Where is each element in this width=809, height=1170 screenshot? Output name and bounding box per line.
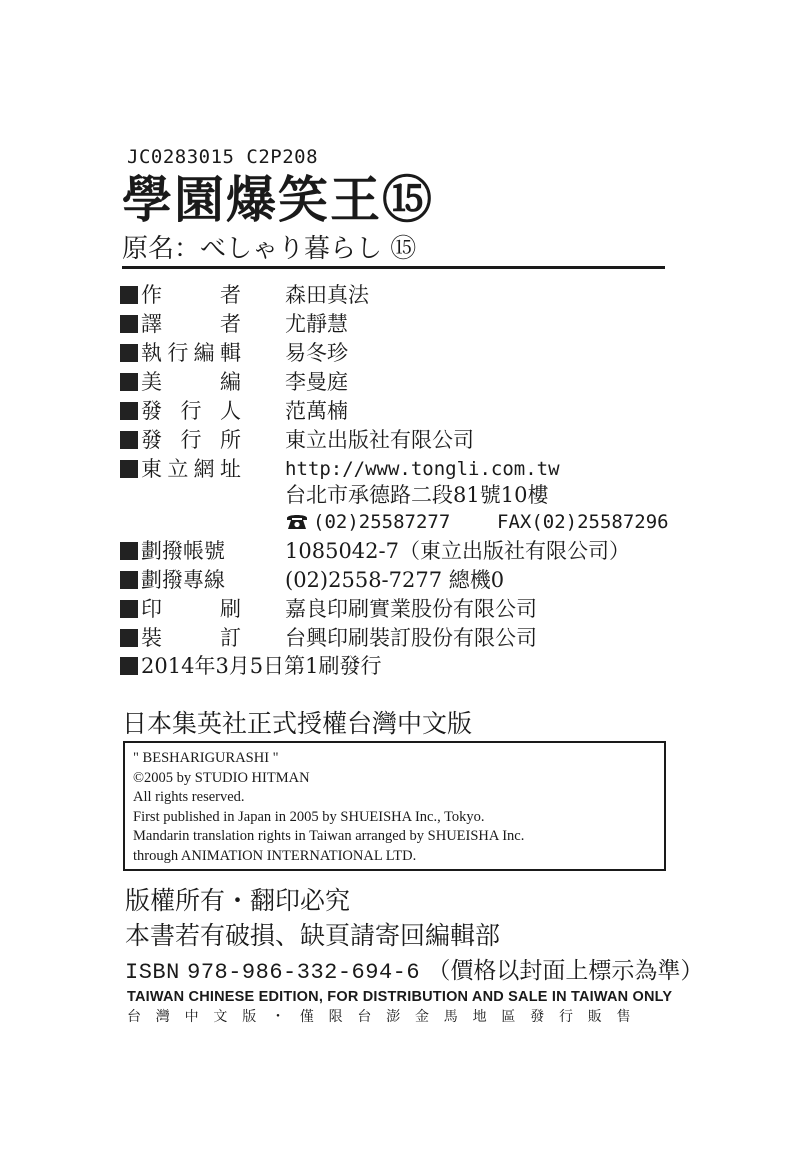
divider-line xyxy=(122,266,665,269)
original-title: 原名：べしゃり暮らし ⑮ xyxy=(122,234,417,264)
black-square-icon xyxy=(120,571,138,589)
credit-row-hotline xyxy=(120,566,505,594)
rights-reserved: 版權所有・翻印必究 xyxy=(125,886,351,915)
black-square-icon xyxy=(120,542,138,560)
credit-value: 台興印刷裝訂股份有限公司 xyxy=(285,626,537,650)
phone-number: (02)25587277 xyxy=(313,511,451,533)
copyright-line: ©2005 by STUDIO HITMAN xyxy=(133,769,310,786)
copyright-line: Mandarin translation rights in Taiwan arranged by SHUEISHA Inc. xyxy=(133,828,525,844)
credit-value: 李曼庭 xyxy=(285,370,348,394)
copyright-line: through ANIMATION INTERNATIONAL LTD. xyxy=(133,847,417,864)
credit-label: 裝 訂 xyxy=(141,626,241,650)
edition-english: TAIWAN CHINESE EDITION, FOR DISTRIBUTION AND SALE IN TAIWAN ONLY xyxy=(127,989,673,1005)
black-square-icon xyxy=(120,315,138,333)
credit-label: 印 刷 xyxy=(141,597,241,621)
black-square-icon xyxy=(120,600,138,618)
book-title: 學園爆笑王⑮ xyxy=(122,170,434,229)
fax-number: FAX(02)25587296 xyxy=(497,511,669,533)
edition-chinese: 台灣中文版・僅限台澎金馬地區發行販售 xyxy=(127,1009,646,1025)
credit-label: 譯 者 xyxy=(141,312,241,336)
black-square-icon xyxy=(120,460,138,478)
isbn-line xyxy=(125,955,703,989)
credit-row-publishing-house xyxy=(120,426,474,454)
credit-row-author xyxy=(120,281,369,309)
address: 台北市承德路二段81號10樓 xyxy=(285,483,549,507)
damage-notice: 本書若有破損、缺頁請寄回編輯部 xyxy=(125,921,501,950)
black-square-icon xyxy=(120,373,138,391)
black-square-icon xyxy=(120,431,138,449)
credit-row-art-editor xyxy=(120,368,348,396)
black-square-icon xyxy=(120,286,138,304)
credit-row-binding xyxy=(120,624,537,652)
copyright-line: First published in Japan in 2005 by SHUEISHA Inc., Tokyo. xyxy=(133,808,485,825)
credit-label: 劃撥專線 xyxy=(141,568,225,592)
credit-label: 發行人 xyxy=(141,399,241,423)
credit-value: 東立出版社有限公司 xyxy=(285,428,474,452)
credit-row-printing xyxy=(120,595,537,623)
credit-label: 劃撥帳號 xyxy=(141,539,225,563)
copyright-box xyxy=(123,741,666,871)
credit-value: 范萬楠 xyxy=(285,399,348,423)
copyright-line: All rights reserved. xyxy=(133,789,245,805)
black-square-icon xyxy=(120,657,138,675)
publish-date-row xyxy=(120,652,382,680)
website-url: http://www.tongli.com.tw xyxy=(285,458,560,480)
credit-row-translator xyxy=(120,310,348,338)
credit-value: 易冬珍 xyxy=(285,341,348,365)
catalog-code: JC0283015 C2P208 xyxy=(127,146,319,168)
credit-value: (02)2558-7277 總機0 xyxy=(285,568,505,592)
credit-row-editor xyxy=(120,339,348,367)
credit-label: 東立網址 xyxy=(141,457,241,481)
credit-row-website xyxy=(120,455,560,483)
black-square-icon xyxy=(120,402,138,420)
credit-label: 美 編 xyxy=(141,370,241,394)
black-square-icon xyxy=(120,629,138,647)
credit-row-publisher xyxy=(120,397,348,425)
isbn-number: 978-986-332-694-6 xyxy=(187,960,421,985)
credit-value: 森田真法 xyxy=(285,283,369,307)
telephone-icon xyxy=(285,512,309,530)
copyright-line: " BESHARIGURASHI " xyxy=(133,750,279,766)
license-statement: 日本集英社正式授權台灣中文版 xyxy=(122,709,473,738)
price-note: （價格以封面上標示為準） xyxy=(427,958,704,984)
credit-label: 發行所 xyxy=(141,428,241,452)
isbn-label: ISBN xyxy=(125,960,180,985)
black-square-icon xyxy=(120,344,138,362)
credit-value: 尤靜慧 xyxy=(285,312,348,336)
publish-date: 2014年3月5日第1刷發行 xyxy=(141,654,382,678)
phone-number-group xyxy=(285,508,669,536)
credit-label: 作 者 xyxy=(141,283,241,307)
credit-value: 嘉良印刷實業股份有限公司 xyxy=(285,597,537,621)
credit-row-account xyxy=(120,537,630,565)
credit-value: 1085042-7（東立出版社有限公司） xyxy=(285,539,630,563)
credit-label: 執行編輯 xyxy=(141,341,241,365)
